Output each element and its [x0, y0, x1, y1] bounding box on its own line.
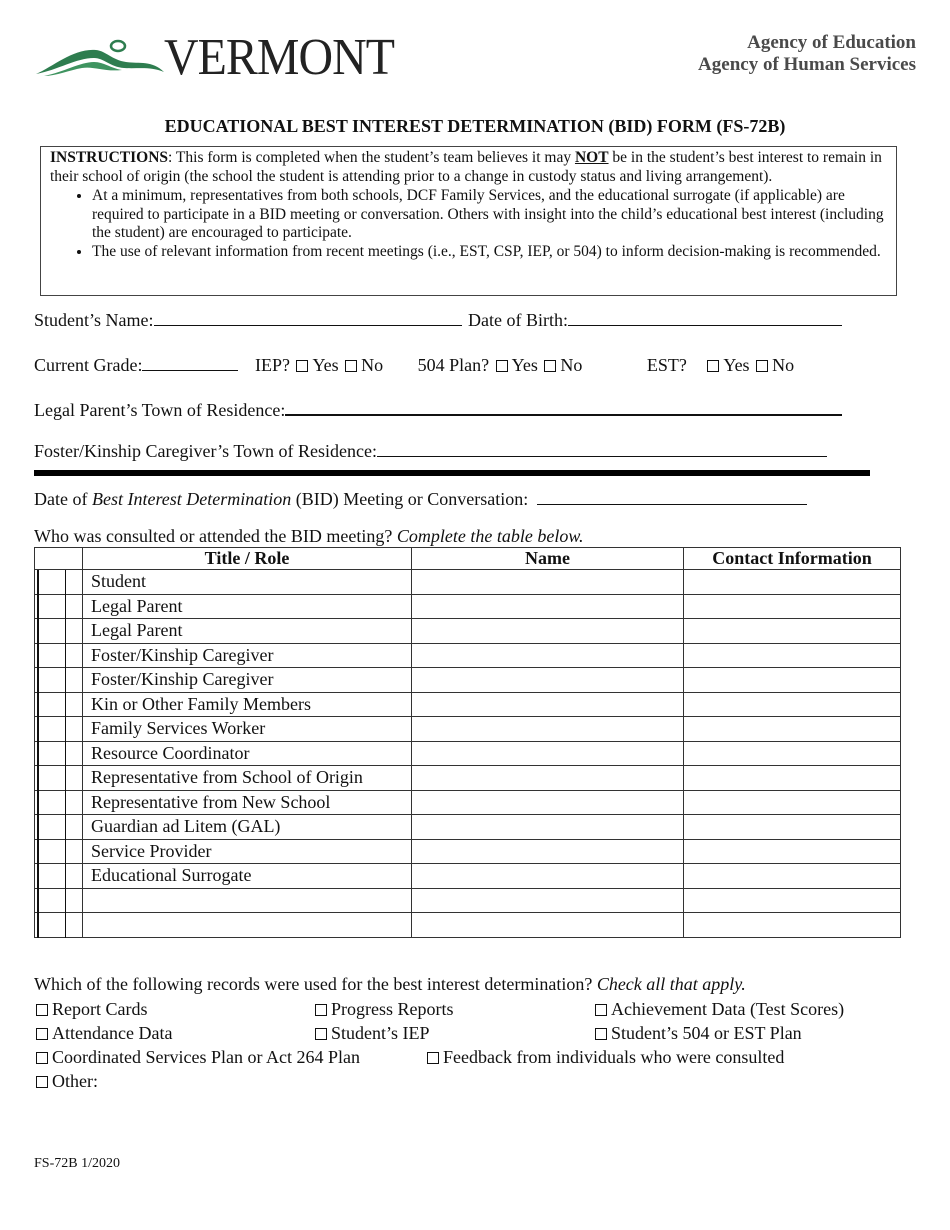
foster-town-field[interactable]: [377, 438, 827, 457]
row-checkbox-cell[interactable]: [35, 643, 83, 668]
record-option[interactable]: [593, 999, 844, 1020]
table-row: [35, 594, 901, 619]
record-label: Report Cards: [52, 999, 148, 1019]
table-row: [35, 888, 901, 913]
agency-education: Agency of Education: [747, 32, 916, 53]
name-cell[interactable]: [412, 913, 684, 938]
table-row: [35, 913, 901, 938]
record-checkbox[interactable]: [595, 1028, 607, 1040]
iep-label: IEP?: [254, 355, 290, 375]
form-footer: FS-72B 1/2020: [34, 1156, 120, 1171]
no-label: No: [772, 355, 795, 375]
role-cell: Foster/Kinship Caregiver: [83, 668, 412, 693]
vermont-logo: [34, 30, 399, 85]
row-checkbox-cell[interactable]: [35, 790, 83, 815]
contact-cell[interactable]: [684, 692, 901, 717]
legal-parent-town-label: Legal Parent’s Town of Residence:: [34, 400, 286, 420]
name-cell[interactable]: [412, 717, 684, 742]
row-checkbox[interactable]: [37, 766, 66, 791]
row-checkbox-cell[interactable]: [35, 913, 83, 938]
row-checkbox-cell[interactable]: [35, 619, 83, 644]
yes-label: Yes: [312, 355, 339, 375]
plan504-yes-checkbox[interactable]: [496, 360, 508, 372]
foster-town-row: [34, 438, 827, 462]
record-checkbox[interactable]: [36, 1028, 48, 1040]
record-checkbox[interactable]: [315, 1004, 327, 1016]
est-yes-checkbox[interactable]: [707, 360, 719, 372]
table-header-row: [35, 548, 901, 570]
instructions-bullets: [50, 187, 888, 261]
consult-table: [34, 547, 901, 938]
role-cell: Family Services Worker: [83, 717, 412, 742]
no-label: No: [361, 355, 384, 375]
record-checkbox[interactable]: [595, 1004, 607, 1016]
row-checkbox[interactable]: [37, 693, 66, 718]
instructions-box: [40, 146, 897, 296]
no-label: No: [560, 355, 583, 375]
iep-no-checkbox[interactable]: [345, 360, 357, 372]
dob-field[interactable]: [568, 307, 842, 326]
instructions-paragraph: [50, 149, 888, 186]
section-divider: [34, 470, 870, 476]
consult-question-text: Who was consulted or attended the BID meeting?: [34, 526, 397, 546]
role-cell: Educational Surrogate: [83, 864, 412, 889]
row-checkbox[interactable]: [37, 595, 66, 620]
record-label: Student’s IEP: [331, 1023, 430, 1043]
table-row: [35, 619, 901, 644]
row-checkbox[interactable]: [37, 742, 66, 767]
name-cell[interactable]: [412, 619, 684, 644]
student-name-label: Student’s Name:: [34, 310, 154, 330]
role-cell: Representative from School of Origin: [83, 766, 412, 791]
name-cell[interactable]: [412, 790, 684, 815]
yes-label: Yes: [723, 355, 750, 375]
est-label: EST?: [646, 355, 687, 375]
header-contact: Contact Information: [684, 548, 901, 570]
record-label: Feedback from individuals who were consulted: [443, 1047, 785, 1067]
role-cell: Kin or Other Family Members: [83, 692, 412, 717]
plan504-label: 504 Plan?: [417, 355, 490, 375]
current-grade-label: Current Grade:: [34, 355, 143, 375]
role-cell: Legal Parent: [83, 594, 412, 619]
contact-cell[interactable]: [684, 619, 901, 644]
record-checkbox[interactable]: [36, 1052, 48, 1064]
table-row: [35, 692, 901, 717]
foster-town-label: Foster/Kinship Caregiver’s Town of Residence:: [34, 441, 378, 461]
contact-cell[interactable]: [684, 717, 901, 742]
student-name-field[interactable]: [154, 307, 462, 326]
contact-cell[interactable]: [684, 888, 901, 913]
record-checkbox[interactable]: [427, 1052, 439, 1064]
contact-cell[interactable]: [684, 839, 901, 864]
row-checkbox[interactable]: [37, 889, 66, 914]
table-row: [35, 864, 901, 889]
record-checkbox[interactable]: [36, 1076, 48, 1088]
bid-date-field[interactable]: [537, 486, 807, 505]
contact-cell[interactable]: [684, 570, 901, 595]
role-cell: Representative from New School: [83, 790, 412, 815]
role-cell: [83, 888, 412, 913]
header-check-col: [35, 548, 83, 570]
agency-human-services: Agency of Human Services: [698, 54, 916, 75]
contact-cell[interactable]: [684, 815, 901, 840]
row-checkbox[interactable]: [37, 840, 66, 865]
record-checkbox[interactable]: [315, 1028, 327, 1040]
yes-label: Yes: [511, 355, 538, 375]
record-label: Student’s 504 or EST Plan: [611, 1023, 802, 1043]
bid-date-prefix: Date of: [34, 489, 92, 509]
records-question: [34, 974, 746, 995]
plan504-no-checkbox[interactable]: [544, 360, 556, 372]
name-cell[interactable]: [412, 692, 684, 717]
role-cell: Student: [83, 570, 412, 595]
role-cell: Foster/Kinship Caregiver: [83, 643, 412, 668]
name-cell[interactable]: [412, 839, 684, 864]
row-checkbox-cell[interactable]: [35, 888, 83, 913]
contact-cell[interactable]: [684, 741, 901, 766]
table-row: [35, 839, 901, 864]
row-checkbox-cell[interactable]: [35, 668, 83, 693]
name-cell[interactable]: [412, 668, 684, 693]
instructions-text-1: : This form is completed when the student’s team believes it may: [168, 149, 575, 166]
row-checkbox[interactable]: [37, 913, 66, 938]
student-info-row: [34, 307, 842, 331]
table-row: [35, 815, 901, 840]
row-checkbox-cell[interactable]: [35, 766, 83, 791]
table-row: [35, 717, 901, 742]
instructions-text-2: be in the student’s best interest to remain in their school of origin (the school the student is attending prior to a change in custody status and living arrangement).: [50, 149, 882, 185]
row-checkbox-cell[interactable]: [35, 594, 83, 619]
role-cell: Service Provider: [83, 839, 412, 864]
name-cell[interactable]: [412, 766, 684, 791]
instructions-emphasis: NOT: [574, 149, 609, 166]
bid-date-row: [34, 486, 807, 510]
role-cell: [83, 913, 412, 938]
record-option[interactable]: [34, 1071, 98, 1092]
est-no-checkbox[interactable]: [756, 360, 768, 372]
contact-cell[interactable]: [684, 790, 901, 815]
name-cell[interactable]: [412, 594, 684, 619]
records-question-italic: Check all that apply.: [596, 974, 746, 994]
row-checkbox[interactable]: [37, 570, 66, 595]
record-option[interactable]: [593, 1023, 802, 1044]
logo-wordmark: VERMONT: [164, 29, 395, 86]
role-cell: Legal Parent: [83, 619, 412, 644]
contact-cell[interactable]: [684, 864, 901, 889]
table-row: [35, 790, 901, 815]
record-label: Progress Reports: [331, 999, 454, 1019]
table-row: [35, 766, 901, 791]
table-row: [35, 570, 901, 595]
row-checkbox-cell[interactable]: [35, 570, 83, 595]
name-cell[interactable]: [412, 570, 684, 595]
agency-names: [698, 32, 916, 76]
record-label: Attendance Data: [52, 1023, 173, 1043]
record-option[interactable]: [425, 1047, 784, 1068]
record-option[interactable]: [34, 1047, 360, 1068]
contact-cell[interactable]: [684, 668, 901, 693]
records-question-text: Which of the following records were used for the best interest determination?: [34, 974, 597, 994]
role-cell: Guardian ad Litem (GAL): [83, 815, 412, 840]
record-option[interactable]: [313, 999, 454, 1020]
consult-question: [34, 526, 584, 547]
table-row: [35, 668, 901, 693]
row-checkbox[interactable]: [37, 815, 66, 840]
name-cell[interactable]: [412, 888, 684, 913]
legal-parent-town-row: [34, 396, 842, 421]
record-label: Other:: [52, 1071, 98, 1091]
record-option[interactable]: [313, 1023, 430, 1044]
row-checkbox[interactable]: [37, 668, 66, 693]
contact-cell[interactable]: [684, 643, 901, 668]
instructions-bullet: • At a minimum, representatives from both schools, DCF Family Services, and the educational surrogate (if applicable) are required to participate in a BID meeting or conversation. Others with insight into the child’s educational best interest (including the student) are encouraged to participate.: [92, 187, 888, 243]
row-checkbox[interactable]: [37, 619, 66, 644]
row-checkbox-cell[interactable]: [35, 741, 83, 766]
contact-cell[interactable]: [684, 766, 901, 791]
record-option[interactable]: [34, 1023, 172, 1044]
row-checkbox-cell[interactable]: [35, 864, 83, 889]
row-checkbox-cell[interactable]: [35, 839, 83, 864]
program-row: [34, 352, 794, 376]
role-cell: Resource Coordinator: [83, 741, 412, 766]
header-name: Name: [412, 548, 684, 570]
dob-label: Date of Birth:: [468, 310, 568, 330]
contact-cell[interactable]: [684, 913, 901, 938]
bid-date-suffix: (BID) Meeting or Conversation:: [291, 489, 529, 509]
bid-date-italic: Best Interest Determination: [91, 489, 292, 509]
instructions-label: INSTRUCTIONS: [50, 149, 169, 166]
current-grade-field[interactable]: [142, 352, 238, 371]
record-label: Achievement Data (Test Scores): [611, 999, 845, 1019]
table-row: [35, 643, 901, 668]
record-option[interactable]: [34, 999, 147, 1020]
row-checkbox-cell[interactable]: [35, 692, 83, 717]
form-title: EDUCATIONAL BEST INTEREST DETERMINATION (BID) FORM (FS-72B): [164, 116, 786, 136]
row-checkbox[interactable]: [37, 791, 66, 816]
name-cell[interactable]: [412, 643, 684, 668]
iep-yes-checkbox[interactable]: [296, 360, 308, 372]
row-checkbox-cell[interactable]: [35, 815, 83, 840]
table-row: [35, 741, 901, 766]
row-checkbox-cell[interactable]: [35, 717, 83, 742]
row-checkbox[interactable]: [37, 644, 66, 669]
green-mountain-icon: [34, 36, 174, 81]
row-checkbox[interactable]: [37, 717, 66, 742]
name-cell[interactable]: [412, 741, 684, 766]
consult-question-italic: Complete the table below.: [396, 526, 584, 546]
record-label: Coordinated Services Plan or Act 264 Plan: [52, 1047, 360, 1067]
record-checkbox[interactable]: [36, 1004, 48, 1016]
row-checkbox[interactable]: [37, 864, 66, 889]
name-cell[interactable]: [412, 864, 684, 889]
instructions-bullet: • The use of relevant information from recent meetings (i.e., EST, CSP, IEP, or 504) to inform decision-making is recommended.: [92, 243, 888, 262]
contact-cell[interactable]: [684, 594, 901, 619]
legal-parent-town-field[interactable]: [285, 396, 842, 416]
name-cell[interactable]: [412, 815, 684, 840]
header-title-role: Title / Role: [83, 548, 412, 570]
